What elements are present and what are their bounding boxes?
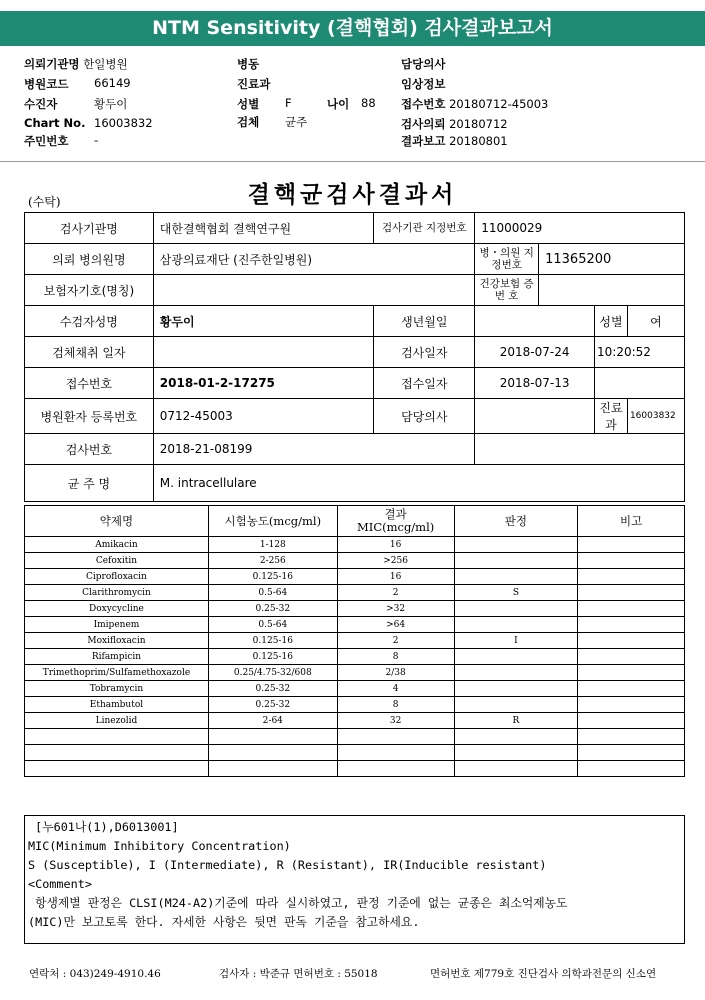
note-cell: [578, 617, 685, 633]
interp-cell: [454, 553, 578, 569]
comment-text-1: 항생제별 판정은 CLSI(M24-A2)기준에 따라 실시하였고, 판정 기준에 없는 균종은 최소억제농도: [28, 896, 568, 910]
clinical-label: 임상정보: [401, 77, 446, 91]
mic-cell: 8: [337, 697, 454, 713]
note-cell: [578, 553, 685, 569]
note-cell: [578, 633, 685, 649]
range-cell: 0.25/4.75-32/608: [208, 665, 337, 681]
drug-cell: Doxycycline: [25, 601, 209, 617]
interp-cell: [454, 649, 578, 665]
note-header: 비고: [578, 506, 685, 537]
resident-label: 주민번호: [24, 134, 69, 148]
drug-header: 약제명: [25, 506, 209, 537]
receipt-value: 2018-01-2-17275: [153, 368, 374, 399]
receipt-no-value: 20180712-45003: [449, 97, 549, 111]
report-value: 20180801: [449, 134, 508, 148]
range-header: 시험농도(mcg/ml): [208, 506, 337, 537]
note-cell: [578, 745, 685, 761]
interp-cell: [454, 569, 578, 585]
range-cell: 0.5-64: [208, 585, 337, 601]
footer-examiner: 검사자 : 박준규 면허번호 : 55018: [219, 968, 378, 980]
table-row: [25, 697, 685, 713]
document-title: 결핵균검사결과서: [247, 181, 458, 208]
note-cell: [578, 729, 685, 745]
range-cell: [208, 729, 337, 745]
lab-name-label: 검사기관명: [25, 213, 154, 244]
specimen-label: 검체: [237, 115, 260, 129]
note-cell: [578, 569, 685, 585]
interp-cell: S: [454, 585, 578, 601]
organism-value: M. intracellulare: [153, 465, 684, 502]
drug-cell: Ethambutol: [25, 697, 209, 713]
range-cell: 1-128: [208, 537, 337, 553]
mic-cell: 2: [337, 585, 454, 601]
range-cell: 0.125-16: [208, 649, 337, 665]
age-label: 나이: [327, 97, 350, 111]
request-value: 20180712: [449, 117, 508, 131]
note-cell: [578, 585, 685, 601]
range-cell: [208, 745, 337, 761]
interp-cell: [454, 601, 578, 617]
interp-cell: R: [454, 713, 578, 729]
mic-cell: [337, 729, 454, 745]
report-header: NTM Sensitivity (결핵협회) 검사결과보고서: [0, 11, 705, 46]
suttak-label: (수탁): [28, 195, 61, 209]
range-cell: 2-256: [208, 553, 337, 569]
table-row: [25, 665, 685, 681]
table-row: [25, 569, 685, 585]
mic-cell: >256: [337, 553, 454, 569]
range-cell: 0.125-16: [208, 633, 337, 649]
table-row: [25, 649, 685, 665]
table-row: [25, 729, 685, 745]
drug-cell: Cefoxitin: [25, 553, 209, 569]
hospital-value: 삼광의료재단 (진주한일병원): [153, 244, 474, 275]
mic-header: [337, 506, 454, 537]
reg-value: 0712-45003: [153, 399, 374, 434]
comment-box: [24, 815, 685, 944]
receipt-no-label: 접수번호: [401, 97, 446, 111]
drug-cell: [25, 745, 209, 761]
table-row: [25, 537, 685, 553]
note-cell: [578, 649, 685, 665]
receipt-date-value: 2018-07-13: [475, 368, 595, 399]
note-cell: [578, 713, 685, 729]
insurer-label: 보험자기호(명칭): [25, 275, 154, 306]
results-table: [24, 505, 685, 777]
insurer-value: [153, 275, 474, 306]
range-cell: [208, 761, 337, 777]
comment-text-2: (MIC)만 보고토록 한다. 자세한 사항은 뒷면 판독 기준을 참고하세요.: [28, 915, 420, 929]
comment-mic-def: MIC(Minimum Inhibitory Concentration): [28, 839, 291, 853]
referral-org-label: 의뢰기관명: [24, 57, 80, 71]
doctor-form-value: [475, 399, 595, 434]
dept-label: 진료과: [237, 77, 271, 91]
mic-cell: 2/38: [337, 665, 454, 681]
organism-label: 균 주 명: [25, 465, 154, 502]
specimen-value: 균주: [285, 115, 308, 129]
resident-value: -: [94, 133, 99, 147]
lab-id-label: 검사기관 지정번호: [374, 213, 475, 244]
interp-cell: I: [454, 633, 578, 649]
range-cell: 0.25-32: [208, 601, 337, 617]
interp-cell: [454, 761, 578, 777]
comment-heading: <Comment>: [28, 877, 92, 891]
drug-cell: Clarithromycin: [25, 585, 209, 601]
hospital-label: 의뢰 병의원명: [25, 244, 154, 275]
sex-form-value: 여: [627, 306, 684, 337]
comment-legend: S (Susceptible), I (Intermediate), R (Resistant), IR(Inducible resistant): [28, 858, 547, 872]
receipt-blank: [595, 368, 685, 399]
drug-cell: [25, 761, 209, 777]
mic-cell: [337, 761, 454, 777]
drug-cell: Trimethoprim/Sulfamethoxazole: [25, 665, 209, 681]
hosp-id-label: 병・의원 지정번호: [475, 244, 539, 275]
receipt-label: 접수번호: [25, 368, 154, 399]
sex-form-label: 성별: [595, 306, 628, 337]
mic-cell: 8: [337, 649, 454, 665]
mic-header-line1: 결과: [384, 507, 407, 521]
drug-cell: Linezolid: [25, 713, 209, 729]
mic-cell: 16: [337, 569, 454, 585]
range-cell: 0.125-16: [208, 569, 337, 585]
patient-label: 수진자: [24, 97, 58, 111]
mic-cell: >64: [337, 617, 454, 633]
table-row: [25, 601, 685, 617]
name-label: 수검자성명: [25, 306, 154, 337]
test-time-value: 10:20:52: [595, 337, 685, 368]
drug-cell: Amikacin: [25, 537, 209, 553]
mic-cell: >32: [337, 601, 454, 617]
range-cell: 0.25-32: [208, 681, 337, 697]
test-date-value: 2018-07-24: [475, 337, 595, 368]
birth-label: 생년월일: [374, 306, 475, 337]
report-label: 결과보고: [401, 134, 446, 148]
ward-label: 병동: [237, 57, 260, 71]
drug-cell: [25, 729, 209, 745]
interp-cell: [454, 745, 578, 761]
chart-label: Chart No.: [24, 116, 86, 130]
table-row: [25, 761, 685, 777]
range-cell: 0.25-32: [208, 697, 337, 713]
reg-label: 병원환자 등록번호: [25, 399, 154, 434]
test-date-label: 검사일자: [374, 337, 475, 368]
interp-cell: [454, 537, 578, 553]
mic-cell: 32: [337, 713, 454, 729]
note-cell: [578, 665, 685, 681]
table-row: [25, 633, 685, 649]
note-cell: [578, 601, 685, 617]
sex-label: 성별: [237, 97, 260, 111]
referral-org-value: 한일병원: [83, 57, 128, 71]
note-cell: [578, 681, 685, 697]
dept-form-value: 16003832: [627, 399, 684, 434]
note-cell: [578, 697, 685, 713]
receipt-date-label: 접수일자: [374, 368, 475, 399]
drug-cell: Rifampicin: [25, 649, 209, 665]
comment-code: [누601나(1),D6013001]: [28, 820, 179, 834]
note-cell: [578, 761, 685, 777]
interp-cell: [454, 729, 578, 745]
chart-value: 16003832: [94, 116, 153, 130]
interp-cell: [454, 665, 578, 681]
drug-cell: Moxifloxacin: [25, 633, 209, 649]
interp-cell: [454, 697, 578, 713]
divider: [0, 161, 705, 162]
mic-cell: 4: [337, 681, 454, 697]
dept-form-label: 진료과: [595, 399, 628, 434]
collect-value: [153, 337, 374, 368]
name-value: 황두이: [153, 306, 374, 337]
note-cell: [578, 537, 685, 553]
lab-name-value: 대한결핵협회 결핵연구원: [153, 213, 374, 244]
table-row: [25, 745, 685, 761]
doctor-label: 담당의사: [401, 57, 446, 71]
mic-cell: 16: [337, 537, 454, 553]
birth-value: [475, 306, 595, 337]
exam-no-label: 검사번호: [25, 434, 154, 465]
exam-no-blank: [475, 434, 685, 465]
lab-id-value: 11000029: [475, 213, 685, 244]
table-row: [25, 553, 685, 569]
patient-form-table: [24, 212, 685, 502]
sex-value: F: [285, 96, 292, 110]
hosp-id-value: 11365200: [539, 244, 685, 275]
results-body: [25, 537, 685, 777]
table-row: [25, 617, 685, 633]
drug-cell: Imipenem: [25, 617, 209, 633]
health-label: 건강보험 증 번 호: [475, 275, 539, 306]
health-value: [539, 275, 685, 306]
table-row: [25, 713, 685, 729]
patient-value: 황두이: [94, 97, 128, 111]
table-row: [25, 681, 685, 697]
interp-header: 판정: [454, 506, 578, 537]
drug-cell: Ciprofloxacin: [25, 569, 209, 585]
footer-contact: 연락처 : 043)249-4910.46: [29, 968, 161, 980]
footer-license: 면허번호 제779호 진단검사 의학과전문의 신소연: [430, 968, 657, 980]
hospital-code-label: 병원코드: [24, 77, 69, 91]
interp-cell: [454, 617, 578, 633]
range-cell: 2-64: [208, 713, 337, 729]
collect-label: 검체채취 일자: [25, 337, 154, 368]
range-cell: 0.5-64: [208, 617, 337, 633]
interp-cell: [454, 681, 578, 697]
mic-cell: 2: [337, 633, 454, 649]
hospital-code-value: 66149: [94, 76, 131, 90]
table-row: [25, 585, 685, 601]
mic-cell: [337, 745, 454, 761]
request-label: 검사의뢰: [401, 117, 446, 131]
doctor-form-label: 담당의사: [374, 399, 475, 434]
mic-header-line2: MIC(mcg/ml): [357, 520, 435, 534]
age-value: 88: [361, 96, 376, 110]
exam-no-value: 2018-21-08199: [153, 434, 474, 465]
drug-cell: Tobramycin: [25, 681, 209, 697]
